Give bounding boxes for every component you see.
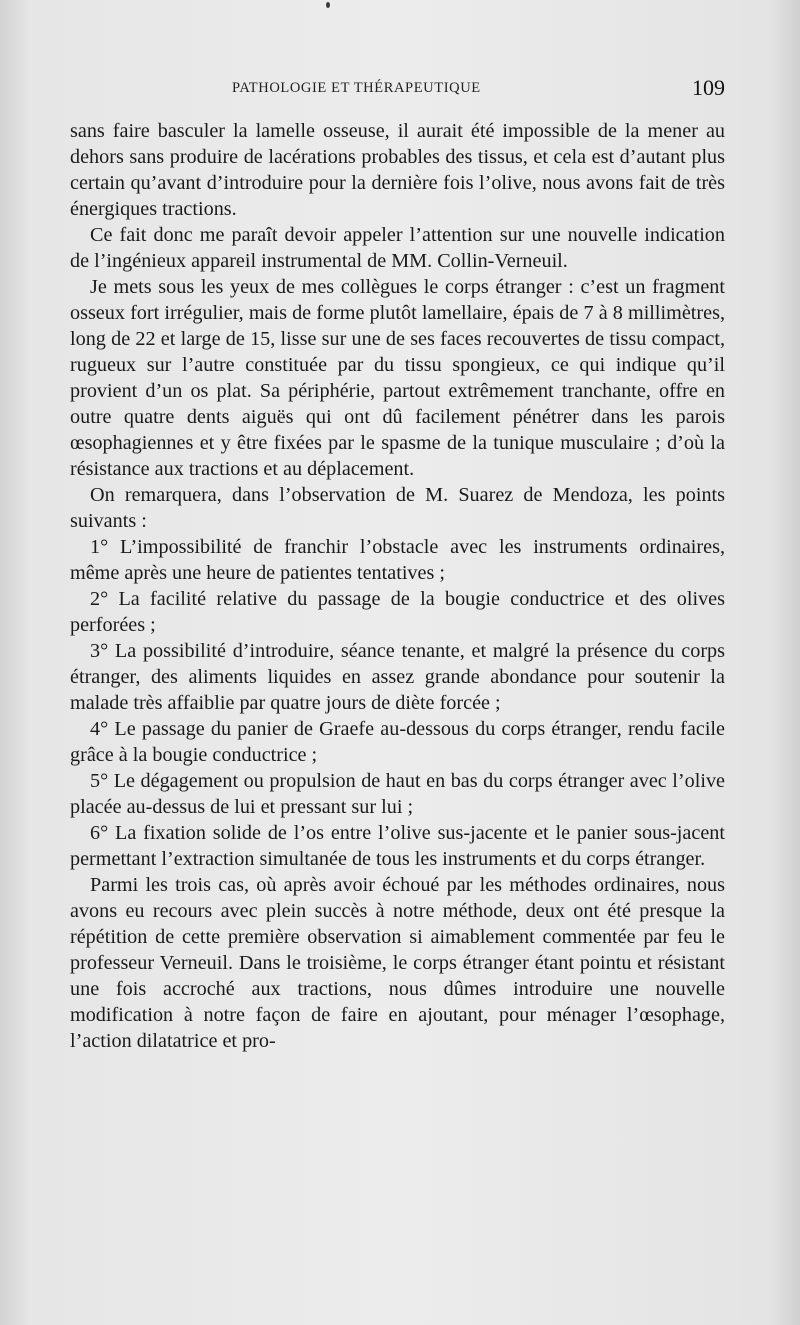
- list-item-6: 6° La fixation solide de l’os entre l’olive sus-jacente et le panier sous-jacent permettant l’extraction simultanée de tous les instruments et du corps étranger.: [70, 822, 725, 870]
- page-number: 109: [692, 75, 725, 100]
- page-header: [70, 75, 725, 104]
- list-item-3: 3° La possibilité d’introduire, séance tenante, et malgré la présence du corps étranger, des aliments liquides en assez grande abondance pour soutenir la malade très affaiblie par quatre jours de diète forcée ;: [70, 640, 725, 714]
- running-title: PATHOLOGIE ET THÉRAPEUTIQUE: [232, 80, 481, 96]
- paragraph-corps-etranger: Je mets sous les yeux de mes collègues le corps étranger : c’est un fragment osseux fort irrégulier, mais de forme plutôt lamellaire, épais de 7 à 8 millimètres, long de 22 et large de 15, lisse sur une de ses faces recouvertes de tissu compact, rugueux sur l’autre constituée par du tissu spongieux, ce qui indique qu’il provient d’un os plat. Sa périphérie, partout extrêmement tranchante, offre en outre quatre dents aiguës qui ont dû facilement pénétrer dans les parois œsophagiennes et y être fixées par le spasme de la tunique musculaire ; d’où la résistance aux tractions et au déplacement.: [70, 276, 725, 480]
- list-item-2: 2° La facilité relative du passage de la bougie conductrice et des olives perforées ;: [70, 588, 725, 636]
- list-item-4: 4° Le passage du panier de Graefe au-dessous du corps étranger, rendu facile grâce à la bougie conductrice ;: [70, 718, 725, 766]
- body-text: [70, 118, 725, 1054]
- ink-speck: [326, 2, 330, 8]
- paragraph-trois-cas: Parmi les trois cas, où après avoir échoué par les méthodes ordinaires, nous avons eu recours avec plein succès à notre méthode, deux ont été presque la répétition de cette première observation si aimablement commentée par feu le professeur Verneuil. Dans le troisième, le corps étranger étant pointu et résistant une fois accroché aux tractions, nous dûmes introduire une nouvelle modification à notre façon de faire en ajoutant, pour ménager l’œsophage, l’action dilatatrice et pro-: [70, 874, 725, 1052]
- paragraph-indication: Ce fait donc me paraît devoir appeler l’attention sur une nouvelle indication de l’ingénieux appareil instrumental de MM. Collin-Verneuil.: [70, 224, 725, 272]
- paragraph-points-intro: On remarquera, dans l’observation de M. Suarez de Mendoza, les points suivants :: [70, 484, 725, 532]
- paragraph-continuation: sans faire basculer la lamelle osseuse, il aurait été impossible de la mener au dehors sans produire de lacérations probables des tissus, et cela est d’autant plus certain qu’avant d’introduire pour la dernière fois l’olive, nous avons fait de très énergiques tractions.: [70, 120, 725, 220]
- list-item-5: 5° Le dégagement ou propulsion de haut en bas du corps étranger avec l’olive placée au-dessus de lui et pressant sur lui ;: [70, 770, 725, 818]
- list-item-1: 1° L’impossibilité de franchir l’obstacle avec les instruments ordinaires, même après une heure de patientes tentatives ;: [70, 536, 725, 584]
